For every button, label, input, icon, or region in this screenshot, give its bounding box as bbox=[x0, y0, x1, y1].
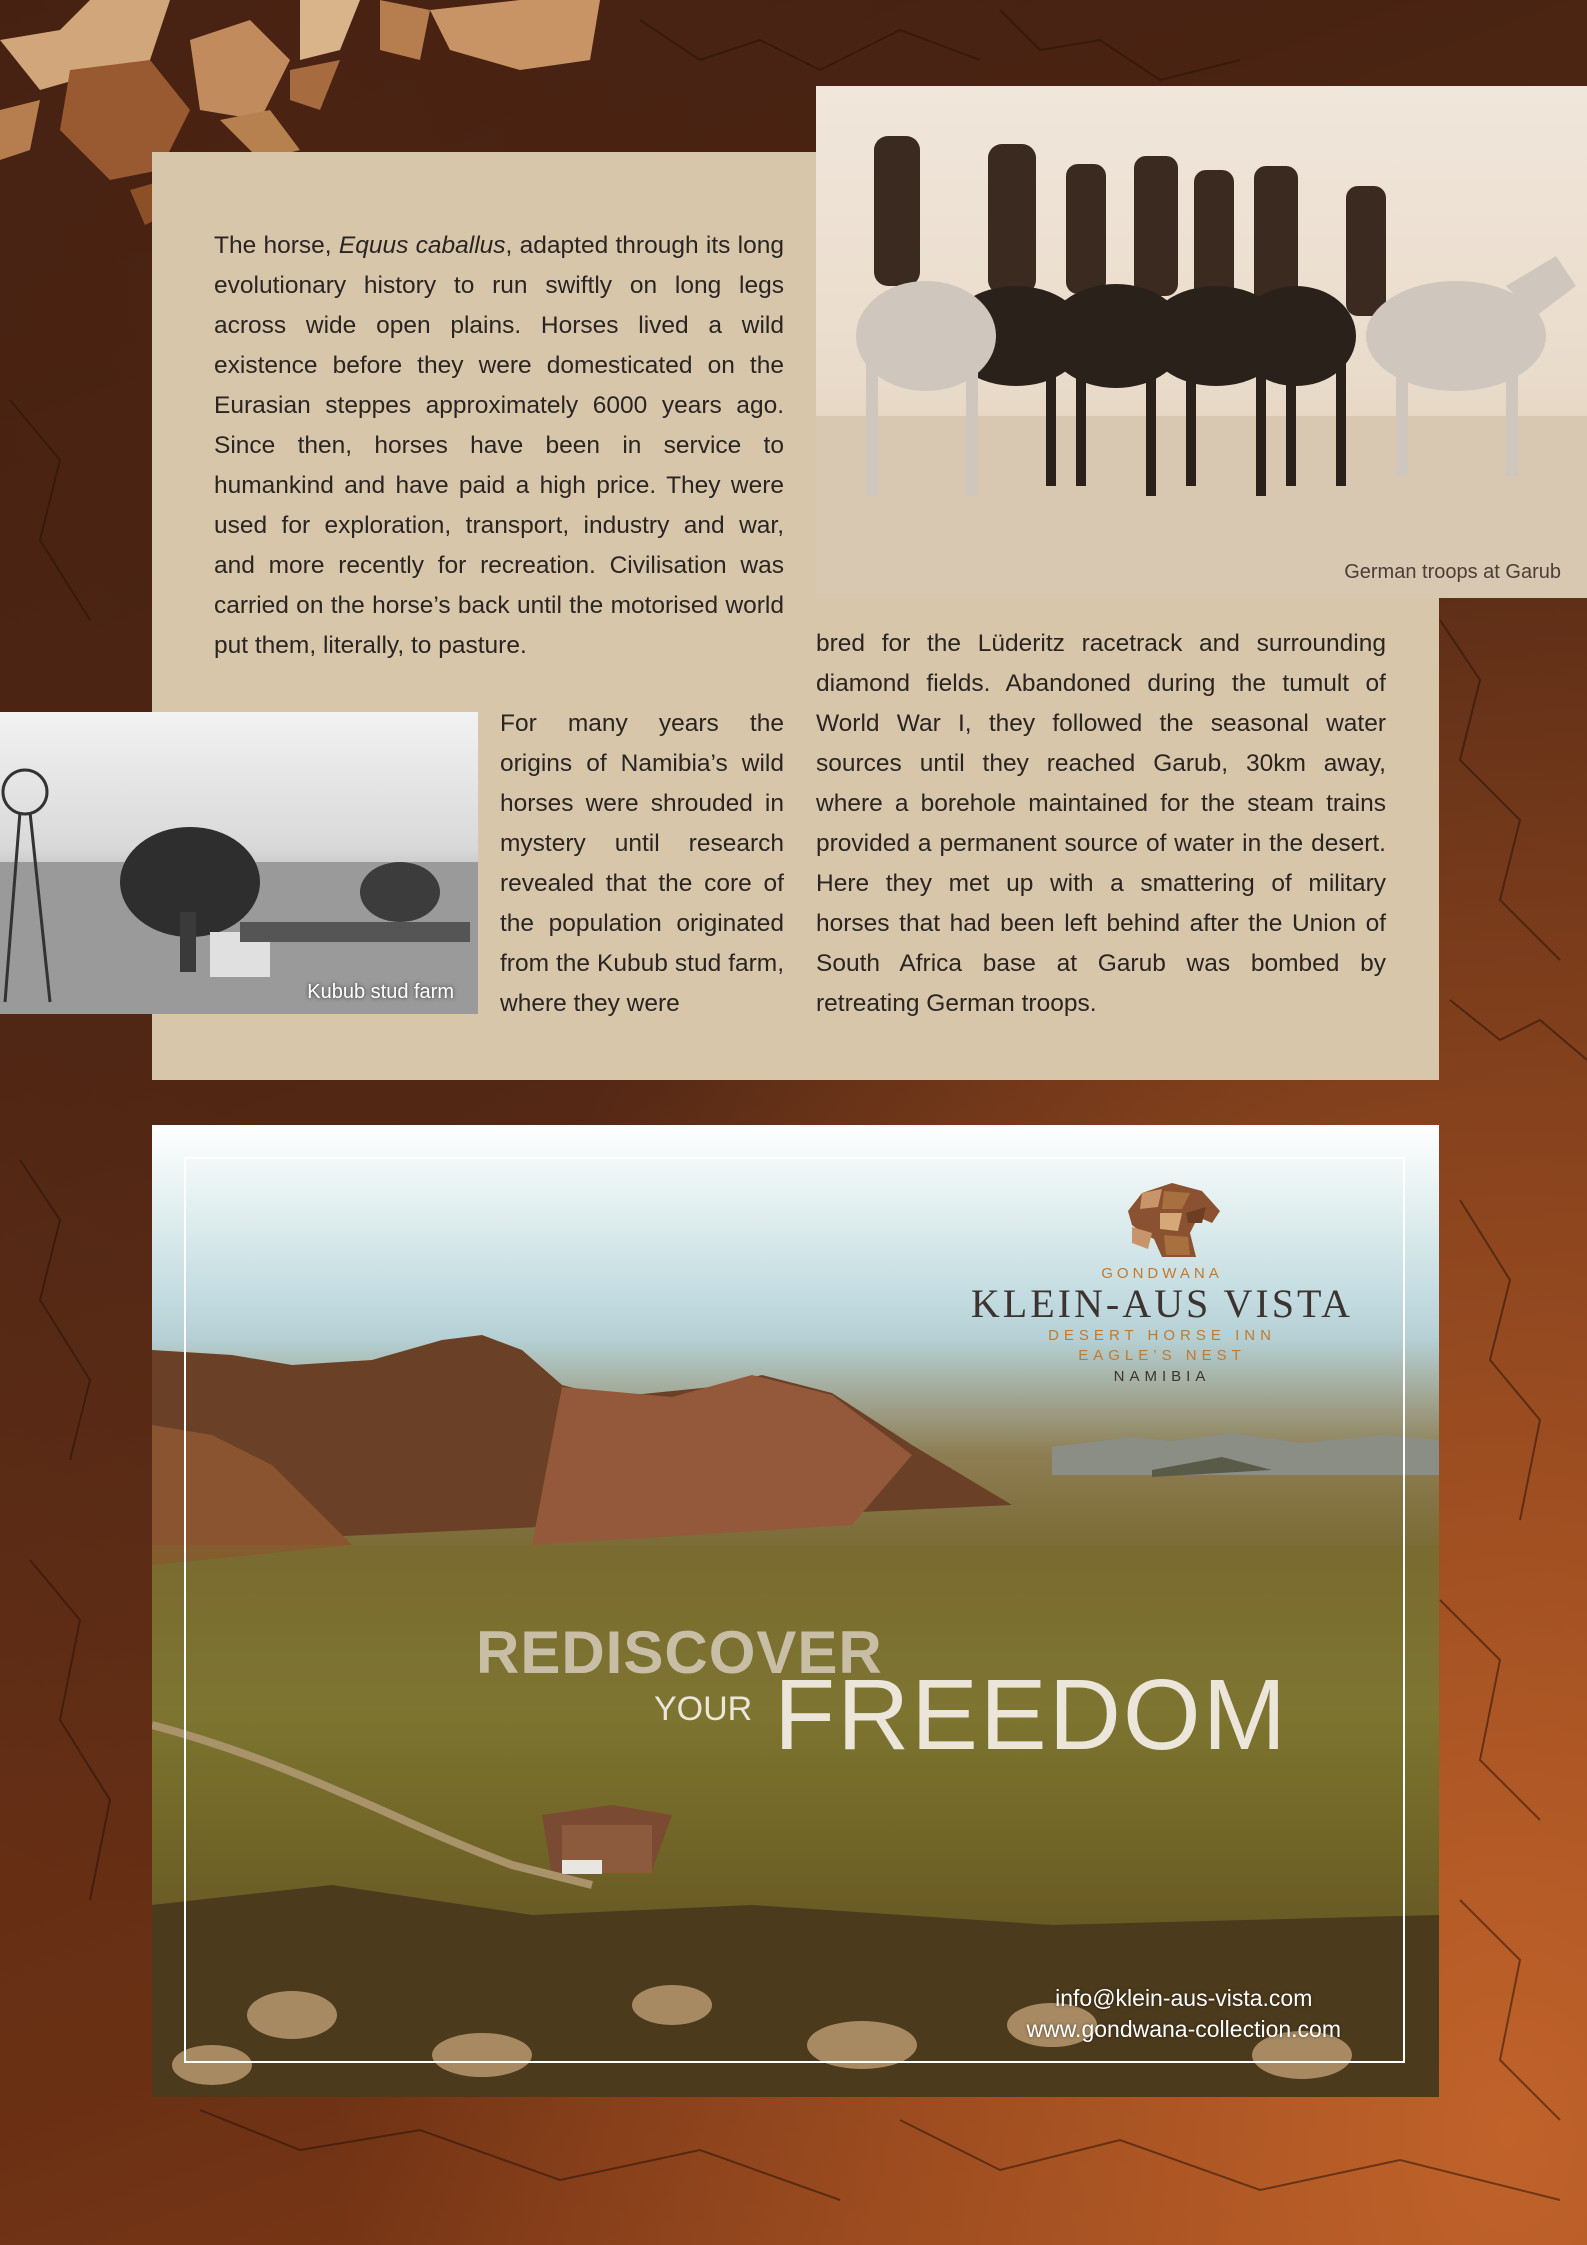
contact-website: www.gondwana-collection.com bbox=[1026, 2016, 1341, 2042]
troops-illustration bbox=[816, 86, 1587, 598]
stud-farm-illustration bbox=[0, 712, 478, 1014]
article-paragraph-1 bbox=[214, 226, 784, 666]
horse-head-icon bbox=[1102, 1183, 1222, 1259]
brand-country: NAMIBIA bbox=[1113, 1368, 1211, 1385]
german-troops-photo bbox=[816, 86, 1587, 598]
article-paragraph-3: bred for the Lüderitz racetrack and surrounding diamond fields. Abandoned during the tumult of World War I, they followed the seasonal water sources until they reached Garub, 30km away, where a borehole maintained for the steam trains provided a permanent source of water in the desert. Here they met up with a smattering of military horses that had been left behind after the Union of South Africa base at Garub was bombed by retreating German troops. bbox=[816, 630, 1386, 1017]
species-name: Equus caballus bbox=[338, 232, 506, 259]
troops-caption: German troops at Garub bbox=[1344, 561, 1561, 583]
para1-lead: The horse, bbox=[214, 232, 339, 259]
tagline-rediscover: REDISCOVER bbox=[476, 1619, 883, 1686]
kubub-stud-farm-photo bbox=[0, 712, 478, 1014]
tagline-your: YOUR bbox=[654, 1690, 753, 1728]
tagline-freedom: FREEDOM bbox=[774, 1659, 1288, 1771]
klein-aus-vista-logo bbox=[952, 1183, 1372, 1388]
contact-block bbox=[1027, 1983, 1342, 2045]
contact-email: info@klein-aus-vista.com bbox=[1055, 1985, 1313, 2011]
para1-rest: , adapted through its long evolutionary history to run swiftly on long legs across wide open plains. Horses lived a wild existence before they were domesticated on the Eurasian steppes approximately 6000 years ago. Since then, horses have been in service to humankind and have paid a high price. They were used for exploration, transport, industry and war, and more recently for recreation. Civilisation was carried on the horse’s back until the motorised world put them, literally, to pasture. bbox=[214, 232, 784, 659]
brand-sub-1: DESERT HORSE INN bbox=[1048, 1327, 1276, 1344]
brand-small: GONDWANA bbox=[1101, 1265, 1223, 1282]
klein-aus-vista-advert bbox=[152, 1125, 1439, 2097]
article-paragraph-2: For many years the origins of Namibia’s wild horses were shrouded in mystery until research revealed that the core of the population originated from the Kubub stud farm, where they were bbox=[500, 710, 784, 1017]
brand-sub-2: EAGLE’S NEST bbox=[1078, 1347, 1246, 1364]
brand-name: KLEIN-AUS VISTA bbox=[970, 1281, 1354, 1326]
stud-farm-caption: Kubub stud farm bbox=[307, 981, 454, 1003]
